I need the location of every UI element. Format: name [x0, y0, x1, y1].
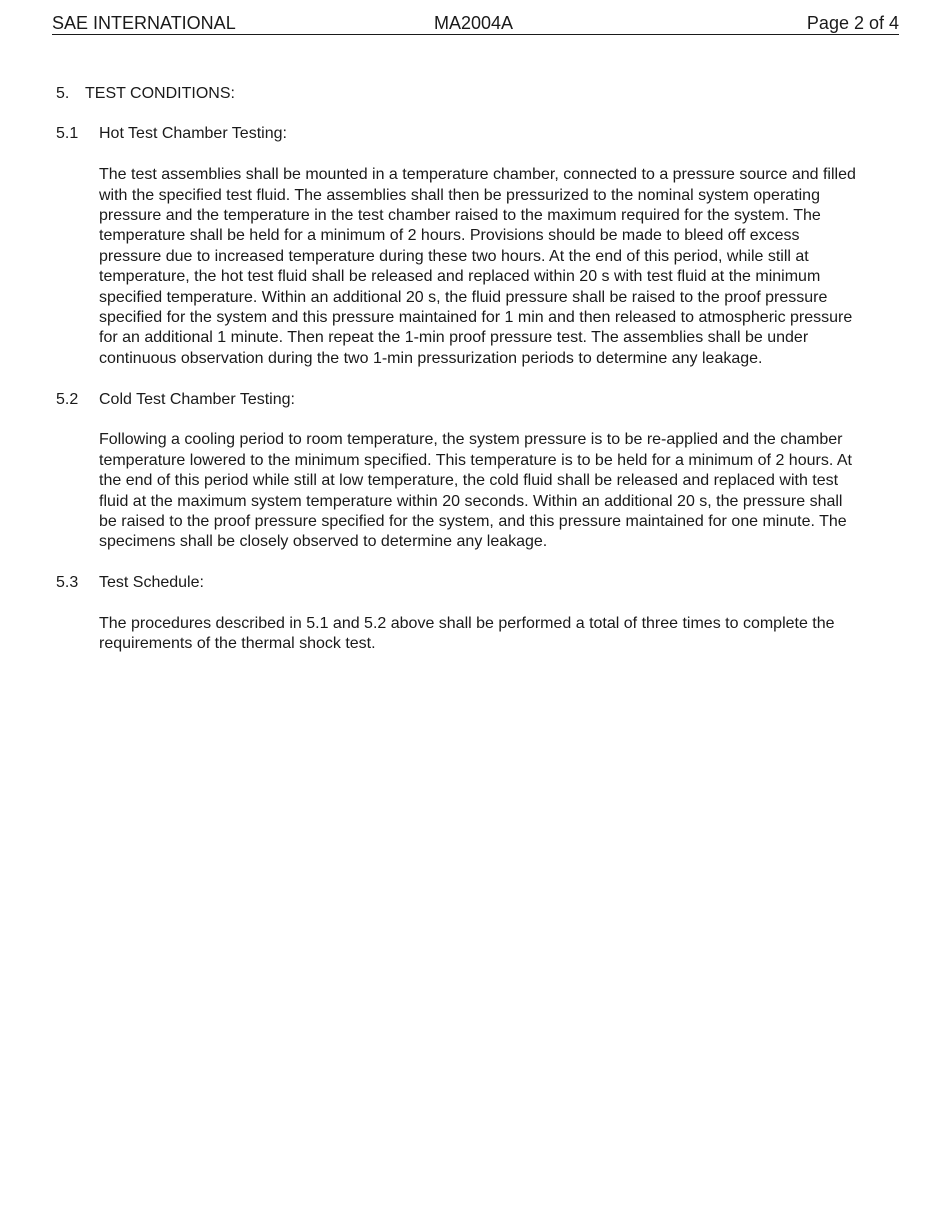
document-number: MA2004A: [434, 13, 514, 33]
subsection-number: 5.1: [56, 125, 79, 143]
subsection-body-5-1: The test assemblies shall be mounted in a temperature chamber, connected to a pressure source and filled with the specified test fluid. The assemblies shall then be pressurized to the nominal system operating pressure and the temperature in the test chamber raised to the maximum required for the system. The temperature shall be held for a minimum of 2 hours. Provisions should be made to bleed off excess pressure due to increased temperature during these two hours. At the end of this period, while still at temperature, the hot test fluid shall be released and replaced within 20 s with test fluid at the minimum specified temperature. Within an additional 20 s, the fluid pressure shall be raised to the proof pressure specified for the system and this pressure maintained for 1 min and then released to atmospheric pressure for an additional 1 minute. Then repeat the 1-min proof pressure test. The assemblies shall be under continuous observation during the two 1-min pressurization periods to determine any leakage.: [99, 166, 856, 367]
subsection-heading-5-3: [56, 573, 866, 593]
page-header: [52, 12, 899, 35]
document-body: [56, 84, 866, 675]
subsection-number: 5.2: [56, 390, 79, 408]
subsection-body-5-3: The procedures described in 5.1 and 5.2 above shall be performed a total of three times to complete the requirements of the thermal shock test.: [99, 615, 835, 653]
subsection-title: Cold Test Chamber Testing:: [99, 390, 295, 408]
subsection-title: Hot Test Chamber Testing:: [99, 125, 287, 143]
subsection-heading-5-2: [56, 390, 866, 410]
subsection-heading-5-1: [56, 124, 866, 144]
section-number: 5.: [56, 85, 70, 102]
section-title: TEST CONDITIONS:: [85, 85, 235, 102]
subsection-number: 5.3: [56, 574, 79, 592]
subsection-title: Test Schedule:: [99, 574, 204, 592]
page-indicator: Page 2 of 4: [806, 13, 899, 33]
organization-name: SAE INTERNATIONAL: [52, 13, 236, 33]
subsection-body-5-2: Following a cooling period to room temperature, the system pressure is to be re-applied and the chamber temperature lowered to the minimum specified. This temperature is to be held for a minimum of 2 hours. At the end of this period while still at low temperature, the cold fluid shall be released and replaced with test fluid at the maximum system temperature within 20 seconds. Within an additional 20 s, the pressure shall be raised to the proof pressure specified for the system, and this pressure maintained for one minute. The specimens shall be closely observed to determine any leakage.: [99, 431, 852, 551]
section-heading: [56, 84, 866, 104]
